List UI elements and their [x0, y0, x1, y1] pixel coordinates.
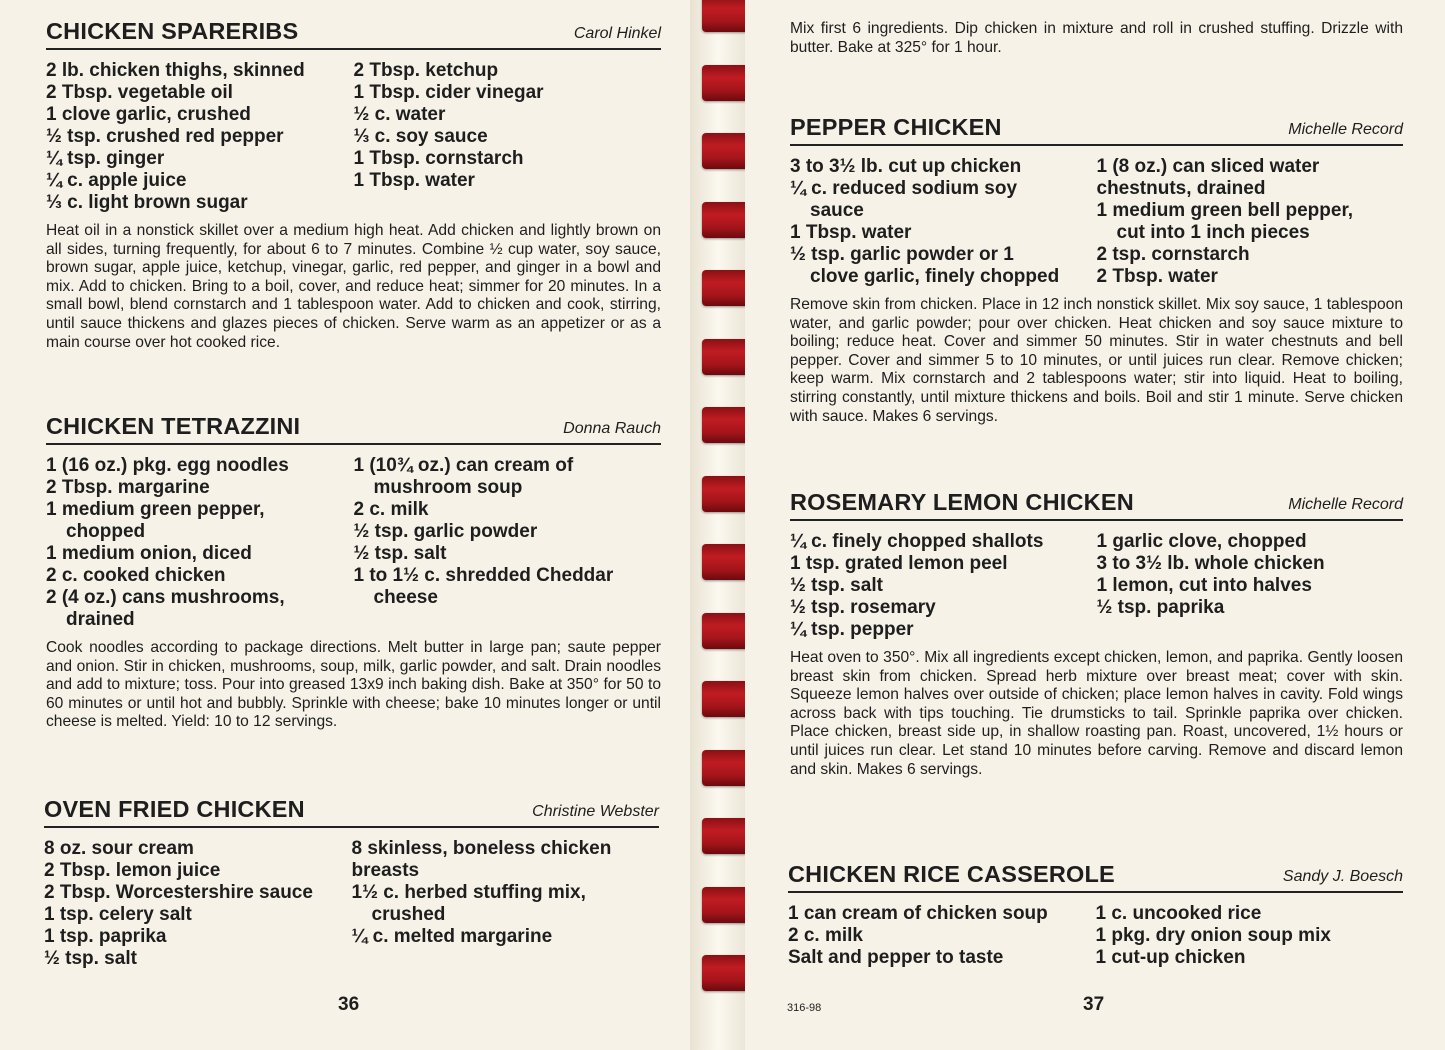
- ingredients-column-left: [788, 903, 1096, 969]
- continued-directions: Mix first 6 ingredients. Dip chicken in mixture and roll in crushed stuffing. Drizzle with butter. Bake at 325° for 1 hour.: [790, 20, 1403, 56]
- recipe-header: [788, 857, 1403, 893]
- recipe-pepper-chicken: [790, 110, 1403, 426]
- recipe-title: ROSEMARY LEMON CHICKEN: [790, 489, 1134, 515]
- ingredient-line: ½ tsp. salt: [790, 575, 883, 596]
- ingredient-line: ½ tsp. crushed red pepper: [46, 126, 284, 147]
- ingredients-column-right: [1097, 156, 1404, 288]
- recipe-author: Sandy J. Boesch: [1282, 868, 1403, 885]
- page-code: 316-98: [787, 1002, 822, 1014]
- ingredients-column-right: [354, 455, 662, 631]
- ingredients: [46, 455, 661, 631]
- ingredient-line: 2 c. milk: [353, 499, 429, 520]
- ingredient-line: ½ tsp. garlic powder or 1: [790, 244, 1014, 265]
- ingredient-line: breasts: [351, 860, 420, 881]
- ingredient-line: 2 Tbsp. lemon juice: [44, 860, 221, 881]
- recipe-author: Carol Hinkel: [573, 25, 661, 42]
- ingredient-line: 1 Tbsp. cider vinegar: [353, 82, 544, 103]
- ingredient-line: crushed: [371, 904, 446, 925]
- ingredient-line: 3 to 3½ lb. whole chicken: [1096, 553, 1325, 574]
- ingredient-line: 8 oz. sour cream: [44, 838, 194, 859]
- ingredient-line: chestnuts, drained: [1096, 178, 1266, 199]
- recipe-title: CHICKEN TETRAZZINI: [46, 413, 301, 439]
- ingredient-line: 2 tsp. cornstarch: [1096, 244, 1250, 265]
- ingredient-line: 2 (4 oz.) cans mushrooms,: [46, 587, 285, 608]
- ingredient-line: 1 can cream of chicken soup: [788, 903, 1048, 924]
- ingredient-line: 2 Tbsp. margarine: [46, 477, 210, 498]
- ingredient-line: 3 to 3½ lb. cut up chicken: [790, 156, 1022, 177]
- recipe-header: [44, 792, 659, 828]
- ingredient-line: chopped: [66, 521, 146, 542]
- ingredients-column-left: [790, 156, 1097, 288]
- ingredient-line: 1 c. uncooked rice: [1095, 903, 1262, 924]
- ingredient-line: 1 medium green pepper,: [46, 499, 265, 520]
- recipe-oven-fried-chicken: [44, 792, 659, 970]
- ingredient-line: 2 Tbsp. Worcestershire sauce: [44, 882, 313, 903]
- ingredients-column-left: [46, 455, 354, 631]
- recipe-author: Donna Rauch: [563, 420, 661, 437]
- ingredient-line: 2 Tbsp. ketchup: [353, 60, 499, 81]
- ingredients: [44, 838, 659, 970]
- ingredients-column-right: [354, 60, 662, 214]
- ingredient-line: 1 to 1½ c. shredded Cheddar: [353, 565, 614, 586]
- ingredient-line: ¼ c. apple juice: [46, 170, 187, 191]
- ingredients: [790, 531, 1403, 641]
- ingredient-line: ½ tsp. salt: [44, 948, 137, 969]
- ingredient-line: cut into 1 inch pieces: [1116, 222, 1310, 243]
- ingredient-line: 1 medium green bell pepper,: [1096, 200, 1354, 221]
- recipe-directions: Remove skin from chicken. Place in 12 inch nonstick skillet. Mix soy sauce, 1 tablespoon water, and garlic powder; pour over chicken. Heat chicken and soy sauce mixture to boiling; reduce heat. Cover and simmer 50 minutes. Stir in water chestnuts and bell pepper. Cover and simmer 5 to 10 minutes, or until juices run clear. Remove chicken; keep warm. Mix cornstarch and 2 tablespoons water; stir into liquid. Heat to boiling, stirring constantly, until mixture thickens and boils. Boil and stir 1 minute. Serve chicken with sauce. Makes 6 servings.: [790, 296, 1403, 425]
- ingredients: [46, 60, 661, 214]
- ingredients-column-right: [1096, 903, 1404, 969]
- page-number-left: 36: [338, 994, 360, 1015]
- recipe-header: [46, 14, 661, 50]
- ingredient-line: 1 tsp. grated lemon peel: [790, 553, 1008, 574]
- ingredient-line: ½ tsp. rosemary: [790, 597, 936, 618]
- recipe-title: CHICKEN SPARERIBS: [46, 18, 299, 44]
- ingredient-line: 1½ c. herbed stuffing mix,: [351, 882, 586, 903]
- ingredient-line: 1 Tbsp. water: [353, 170, 475, 191]
- ingredient-line: 1 tsp. celery salt: [44, 904, 192, 925]
- ingredient-line: cheese: [373, 587, 438, 608]
- page-number-right: 37: [1083, 994, 1105, 1015]
- ingredient-line: ½ c. water: [353, 104, 446, 125]
- ingredient-line: 1 (16 oz.) pkg. egg noodles: [46, 455, 289, 476]
- ingredient-line: 2 c. milk: [788, 925, 863, 946]
- recipe-author: Michelle Record: [1288, 121, 1403, 138]
- recipe-author: Michelle Record: [1288, 496, 1403, 513]
- ingredient-line: 1 (10¾ oz.) can cream of: [353, 455, 574, 476]
- ingredient-line: ½ tsp. garlic powder: [353, 521, 538, 542]
- ingredient-line: ¼ c. reduced sodium soy: [790, 178, 1018, 199]
- recipe-directions: Heat oven to 350°. Mix all ingredients except chicken, lemon, and paprika. Gently loosen breast skin from chicken. Spread herb mixture over breast meat; cover with skin. Squeeze lemon halves over outside of chicken; place lemon halves in cavity. Fold wings across back with tips touching. Tie drumsticks to tail. Sprinkle paprika over chicken. Place chicken, breast side up, in shallow roasting pan. Roast, uncovered, 1½ hours or until juices run clear. Let stand 10 minutes before carving. Remove and discard lemon and skin. Makes 6 servings.: [790, 649, 1403, 778]
- ingredient-line: Salt and pepper to taste: [788, 947, 1004, 968]
- ingredients-column-right: [352, 838, 660, 970]
- recipe-chicken-tetrazzini: [46, 409, 661, 732]
- ingredients-column-right: [1097, 531, 1404, 641]
- ingredient-line: 1 tsp. paprika: [44, 926, 167, 947]
- recipe-header: [46, 409, 661, 445]
- ingredient-line: 1 (8 oz.) can sliced water: [1096, 156, 1320, 177]
- ingredient-line: clove garlic, finely chopped: [810, 266, 1060, 287]
- ingredient-line: 2 lb. chicken thighs, skinned: [46, 60, 305, 81]
- ingredient-line: 2 c. cooked chicken: [46, 565, 226, 586]
- ingredient-line: drained: [66, 609, 135, 630]
- left-page: [0, 0, 700, 1050]
- ingredient-line: 1 clove garlic, crushed: [46, 104, 251, 125]
- ingredient-line: ¼ tsp. ginger: [46, 148, 165, 169]
- ingredient-line: ½ tsp. salt: [353, 543, 447, 564]
- recipe-chicken-rice-casserole: [788, 857, 1403, 969]
- recipe-rosemary-lemon-chicken: [790, 485, 1403, 779]
- ingredient-line: mushroom soup: [373, 477, 523, 498]
- ingredient-line: ⅓ c. soy sauce: [353, 126, 488, 147]
- ingredient-line: ¼ c. melted margarine: [351, 926, 553, 947]
- ingredients-column-left: [46, 60, 354, 214]
- ingredient-line: 1 lemon, cut into halves: [1096, 575, 1312, 596]
- recipe-header: [790, 485, 1403, 521]
- ingredients: [790, 156, 1403, 288]
- ingredients-column-left: [790, 531, 1097, 641]
- recipe-directions: Cook noodles according to package directions. Melt butter in large pan; saute pepper and onion. Stir in chicken, mushrooms, soup, milk, garlic powder, and salt. Drain noodles and add to mixture; toss. Pour into greased 13x9 inch baking dish. Bake at 350° for 50 to 60 minutes or until hot and bubbly. Sprinkle with cheese; bake 10 minutes longer or until cheese is melted. Yield: 10 to 12 servings.: [46, 639, 661, 731]
- ingredient-line: 2 Tbsp. vegetable oil: [46, 82, 233, 103]
- ingredient-line: 1 pkg. dry onion soup mix: [1095, 925, 1331, 946]
- recipe-directions: Heat oil in a nonstick skillet over a medium high heat. Add chicken and lightly brown on all sides, turning frequently, for about 6 to 7 minutes. Combine ½ cup water, soy sauce, brown sugar, apple juice, ketchup, vinegar, garlic, red pepper, and ginger in a bowl and mix. Add to chicken. Bring to a boil, cover, and reduce heat; simmer for 20 minutes. In a small bowl, blend cornstarch and 1 tablespoon water. Add to chicken and cook, stirring, until sauce thickens and glazes pieces of chicken. Serve warm as an appetizer or as a main course over hot cooked rice.: [46, 222, 661, 351]
- right-page: [745, 0, 1445, 1050]
- ingredient-line: 8 skinless, boneless chicken: [351, 838, 612, 859]
- recipe-title: CHICKEN RICE CASSEROLE: [788, 861, 1115, 887]
- ingredients-column-left: [44, 838, 352, 970]
- recipe-title: OVEN FRIED CHICKEN: [44, 796, 305, 822]
- ingredient-line: 1 garlic clove, chopped: [1096, 531, 1307, 552]
- ingredient-line: ⅓ c. light brown sugar: [46, 192, 248, 213]
- ingredient-line: ¼ tsp. pepper: [790, 619, 914, 640]
- recipe-header: [790, 110, 1403, 146]
- ingredient-line: ¼ c. finely chopped shallots: [790, 531, 1044, 552]
- recipe-chicken-spareribs: [46, 14, 661, 352]
- recipe-author: Christine Webster: [532, 803, 659, 820]
- ingredient-line: 1 Tbsp. water: [790, 222, 912, 243]
- ingredient-line: 2 Tbsp. water: [1096, 266, 1218, 287]
- ingredient-line: 1 Tbsp. cornstarch: [353, 148, 524, 169]
- recipe-title: PEPPER CHICKEN: [790, 114, 1002, 140]
- ingredient-line: 1 cut-up chicken: [1095, 947, 1246, 968]
- ingredient-line: 1 medium onion, diced: [46, 543, 252, 564]
- ingredient-line: sauce: [810, 200, 864, 221]
- ingredients: [788, 903, 1403, 969]
- ingredient-line: ½ tsp. paprika: [1096, 597, 1225, 618]
